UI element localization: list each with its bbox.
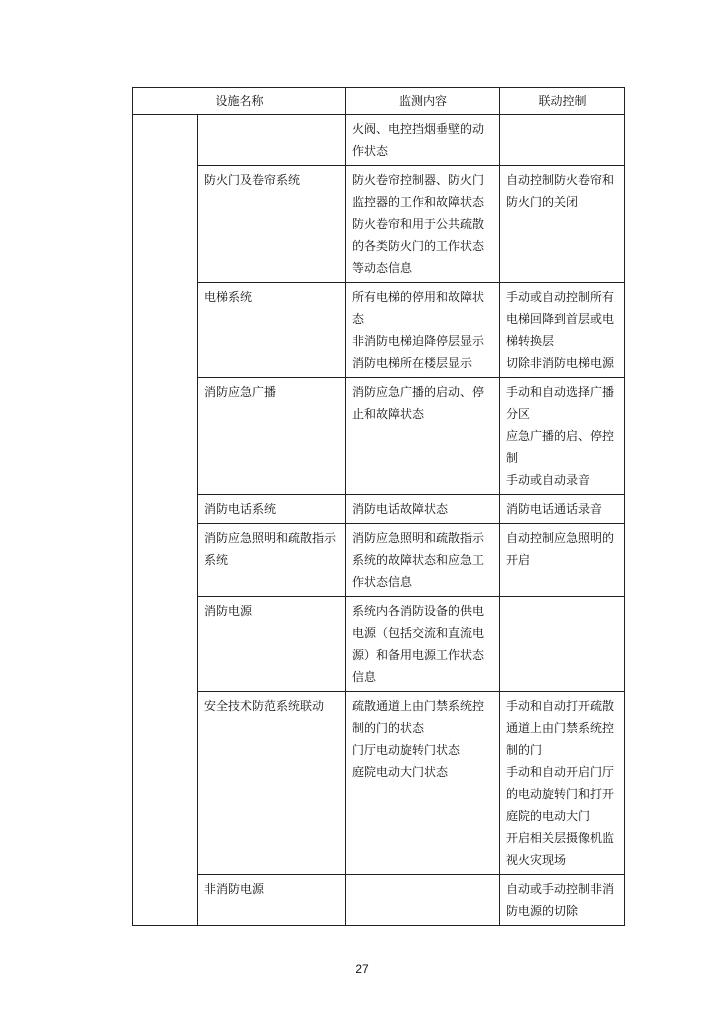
- table-row: [133, 875, 625, 926]
- monitoring-content-cell: [346, 115, 500, 166]
- monitoring-content-cell: [346, 283, 500, 378]
- monitoring-content-cell: [346, 495, 500, 524]
- monitoring-item: 疏散通道上由门禁系统控制的门的状态: [352, 699, 485, 735]
- monitoring-content-cell: [346, 597, 500, 692]
- control-item: 切除非消防电梯电源: [506, 356, 615, 370]
- control-item: 手动和自动打开疏散通道上由门禁系统控制的门: [506, 699, 615, 757]
- linkage-control-cell: [500, 692, 625, 875]
- facility-name-cell: 消防电源: [198, 597, 346, 692]
- monitoring-item: 消防应急照明和疏散指示系统的故障状态和应急工作状态信息: [352, 531, 485, 589]
- monitoring-item: 消防电话故障状态: [352, 502, 449, 516]
- facility-name-cell: 非消防电源: [198, 875, 346, 926]
- control-item: 应急广播的启、停控制: [506, 429, 615, 465]
- table-row: [133, 115, 625, 166]
- facility-name-cell: 消防应急照明和疏散指示系统: [198, 524, 346, 597]
- facility-name-cell: 电梯系统: [198, 283, 346, 378]
- monitoring-content-cell: [346, 166, 500, 283]
- header-facility-name: 设施名称: [133, 88, 346, 115]
- linkage-control-cell: [500, 115, 625, 166]
- table-row: [133, 495, 625, 524]
- monitoring-item: 庭院电动大门状态: [352, 765, 449, 779]
- header-linkage-control: 联动控制: [500, 88, 625, 115]
- control-item: 手动或自动录音: [506, 473, 591, 487]
- monitoring-item: 火阀、电控挡烟垂壁的动作状态: [352, 122, 485, 158]
- linkage-control-cell: [500, 166, 625, 283]
- category-cell: [133, 115, 198, 926]
- facility-name-cell: 防火门及卷帘系统: [198, 166, 346, 283]
- table-row: [133, 283, 625, 378]
- linkage-control-cell: [500, 495, 625, 524]
- control-item: 手动或自动控制所有电梯回降到首层或电梯转换层: [506, 290, 615, 348]
- monitoring-item: 门厅电动旋转门状态: [352, 743, 461, 757]
- control-item: 消防电话通话录音: [506, 502, 603, 516]
- monitoring-content-cell: [346, 875, 500, 926]
- table-header-row: [133, 88, 625, 115]
- table-row: [133, 524, 625, 597]
- monitoring-item: 所有电梯的停用和故障状态: [352, 290, 485, 326]
- monitoring-item: 消防电梯所在楼层显示: [352, 356, 473, 370]
- table-row: [133, 597, 625, 692]
- control-item: 自动控制应急照明的开启: [506, 531, 615, 567]
- monitoring-content-cell: [346, 692, 500, 875]
- linkage-control-cell: [500, 524, 625, 597]
- control-item: 手动和自动选择广播分区: [506, 385, 615, 421]
- table-row: [133, 692, 625, 875]
- control-item: 自动或手动控制非消防电源的切除: [506, 882, 615, 918]
- control-item: 开启相关层摄像机监视火灾现场: [506, 831, 615, 867]
- header-monitoring-content: 监测内容: [346, 88, 500, 115]
- linkage-control-cell: [500, 597, 625, 692]
- facility-name-cell: 消防应急广播: [198, 378, 346, 495]
- facility-name-cell: 安全技术防范系统联动: [198, 692, 346, 875]
- table-row: [133, 378, 625, 495]
- monitoring-item: 系统内各消防设备的供电电源（包括交流和直流电源）和备用电源工作状态信息: [352, 604, 485, 684]
- monitoring-item: 防火卷帘控制器、防火门监控器的工作和故障状态: [352, 173, 485, 209]
- facility-name-cell: [198, 115, 346, 166]
- linkage-control-cell: [500, 283, 625, 378]
- table-row: [133, 166, 625, 283]
- monitoring-item: 非消防电梯迫降停层显示: [352, 334, 485, 348]
- monitoring-item: 消防应急广播的启动、停止和故障状态: [352, 385, 485, 421]
- monitoring-item: 防火卷帘和用于公共疏散的各类防火门的工作状态等动态信息: [352, 217, 485, 275]
- facility-table: [132, 87, 625, 926]
- facility-name-cell: 消防电话系统: [198, 495, 346, 524]
- monitoring-content-cell: [346, 524, 500, 597]
- monitoring-content-cell: [346, 378, 500, 495]
- control-item: 手动和自动开启门厅的电动旋转门和打开庭院的电动大门: [506, 765, 615, 823]
- page-number: 27: [355, 962, 369, 976]
- control-item: 自动控制防火卷帘和防火门的关闭: [506, 173, 615, 209]
- linkage-control-cell: [500, 875, 625, 926]
- linkage-control-cell: [500, 378, 625, 495]
